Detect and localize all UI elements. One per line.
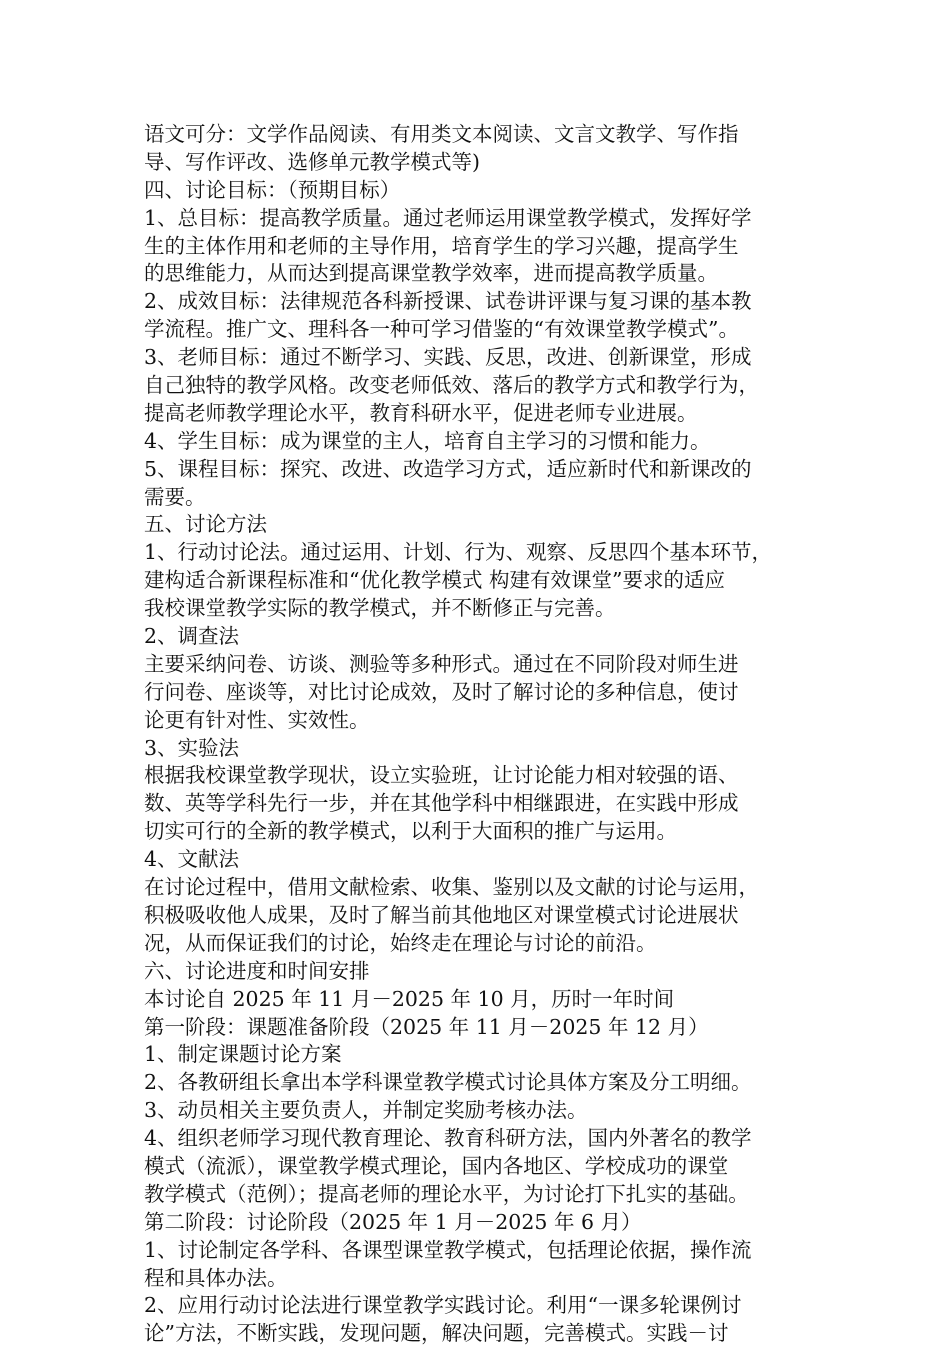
text-line: 教学模式（范例）；提高老师的理论水平，为讨论打下扎实的基础。: [144, 1181, 749, 1206]
text-line: 学流程。推广文、理科各一种可学习借鉴的“有效课堂教学模式”。: [144, 317, 739, 342]
text-line: 2、应用行动讨论法进行课堂教学实践讨论。利用“一课多轮课例讨: [144, 1293, 742, 1318]
section-heading: 五、讨论方法: [144, 512, 267, 537]
text-line: 切实可行的全新的教学模式，以利于大面积的推广与运用。: [144, 819, 677, 844]
text-line: 主要采纳问卷、访谈、测验等多种形式。通过在不同阶段对师生进: [144, 651, 739, 676]
text-line: 需要。: [144, 484, 206, 509]
text-line: 自己独特的教学风格。改变老师低效、落后的教学方式和教学行为，: [144, 373, 759, 398]
section-heading: 四、讨论目标：（预期目标）: [144, 177, 401, 202]
text-line: 导、写作评改、选修单元教学模式等): [144, 149, 480, 174]
text-line: 积极吸收他人成果，及时了解当前其他地区对课堂模式讨论进展状: [144, 902, 739, 927]
text-line: 数、英等学科先行一步，并在其他学科中相继跟进，在实践中形成: [144, 791, 739, 816]
text-line: 1、总目标：提高教学质量。通过老师运用课堂教学模式，发挥好学: [144, 205, 752, 230]
text-line: 4、组织老师学习现代教育理论、教育科研方法，国内外著名的教学: [144, 1126, 752, 1151]
text-line: 况，从而保证我们的讨论，始终走在理论与讨论的前沿。: [144, 930, 657, 955]
subsection-heading: 4、文献法: [144, 847, 240, 872]
text-line: 论”方法，不断实践，发现问题，解决问题，完善模式。实践－讨: [144, 1321, 729, 1346]
text-line: 2、成效目标：法律规范各科新授课、试卷讲评课与复习课的基本教: [144, 289, 752, 314]
text-line: 2、各教研组长拿出本学科课堂教学模式讨论具体方案及分工明细。: [144, 1070, 752, 1095]
text-line: 5、课程目标：探究、改进、改造学习方式，适应新时代和新课改的: [144, 456, 752, 481]
subsection-heading: 2、调查法: [144, 624, 240, 649]
text-line: 模式（流派），课堂教学模式理论，国内各地区、学校成功的课堂: [144, 1153, 729, 1178]
subsection-heading: 3、实验法: [144, 735, 240, 760]
text-line: 根据我校课堂教学现状，设立实验班，让讨论能力相对较强的语、: [144, 763, 739, 788]
text-line: 3、老师目标：通过不断学习、实践、反思，改进、创新课堂，形成: [144, 345, 752, 370]
text-line: 程和具体办法。: [144, 1265, 288, 1290]
text-line: 提高老师教学理论水平，教育科研水平，促进老师专业进展。: [144, 400, 698, 425]
text-line: 论更有针对性、实效性。: [144, 707, 370, 732]
text-line: 语文可分：文学作品阅读、有用类文本阅读、文言文教学、写作指: [144, 122, 739, 146]
phase-heading: 第二阶段：讨论阶段（2025 年 1 月－2025 年 6 月）: [144, 1209, 642, 1234]
text-line: 4、学生目标：成为课堂的主人，培育自主学习的习惯和能力。: [144, 428, 711, 453]
text-line: 3、动员相关主要负责人，并制定奖励考核办法。: [144, 1098, 588, 1123]
text-line: 1、讨论制定各学科、各课型课堂教学模式，包括理论依据，操作流: [144, 1237, 752, 1262]
text-line: 1、制定课题讨论方案: [144, 1042, 342, 1067]
section-heading: 六、讨论进度和时间安排: [144, 958, 370, 983]
text-line: 生的主体作用和老师的主导作用，培育学生的学习兴趣，提高学生: [144, 233, 739, 258]
text-line: 1、行动讨论法。通过运用、计划、行为、观察、反思四个基本环节，: [144, 540, 773, 565]
phase-heading: 第一阶段：课题准备阶段（2025 年 11 月－2025 年 12 月）: [144, 1014, 709, 1039]
text-line: 建构适合新课程标准和“优化教学模式 构建有效课堂”要求的适应: [144, 568, 725, 593]
text-line: 行问卷、座谈等，对比讨论成效，及时了解讨论的多种信息，使讨: [144, 679, 739, 704]
text-line: 我校课堂教学实际的教学模式，并不断修正与完善。: [144, 596, 616, 621]
document-body: [144, 121, 816, 1348]
text-line: 在讨论过程中，借用文献检索、收集、鉴别以及文献的讨论与运用，: [144, 875, 759, 900]
text-line: 本讨论自 2025 年 11 月－2025 年 10 月，历时一年时间: [144, 986, 675, 1011]
text-line: 的思维能力，从而达到提高课堂教学效率，进而提高教学质量。: [144, 261, 718, 286]
